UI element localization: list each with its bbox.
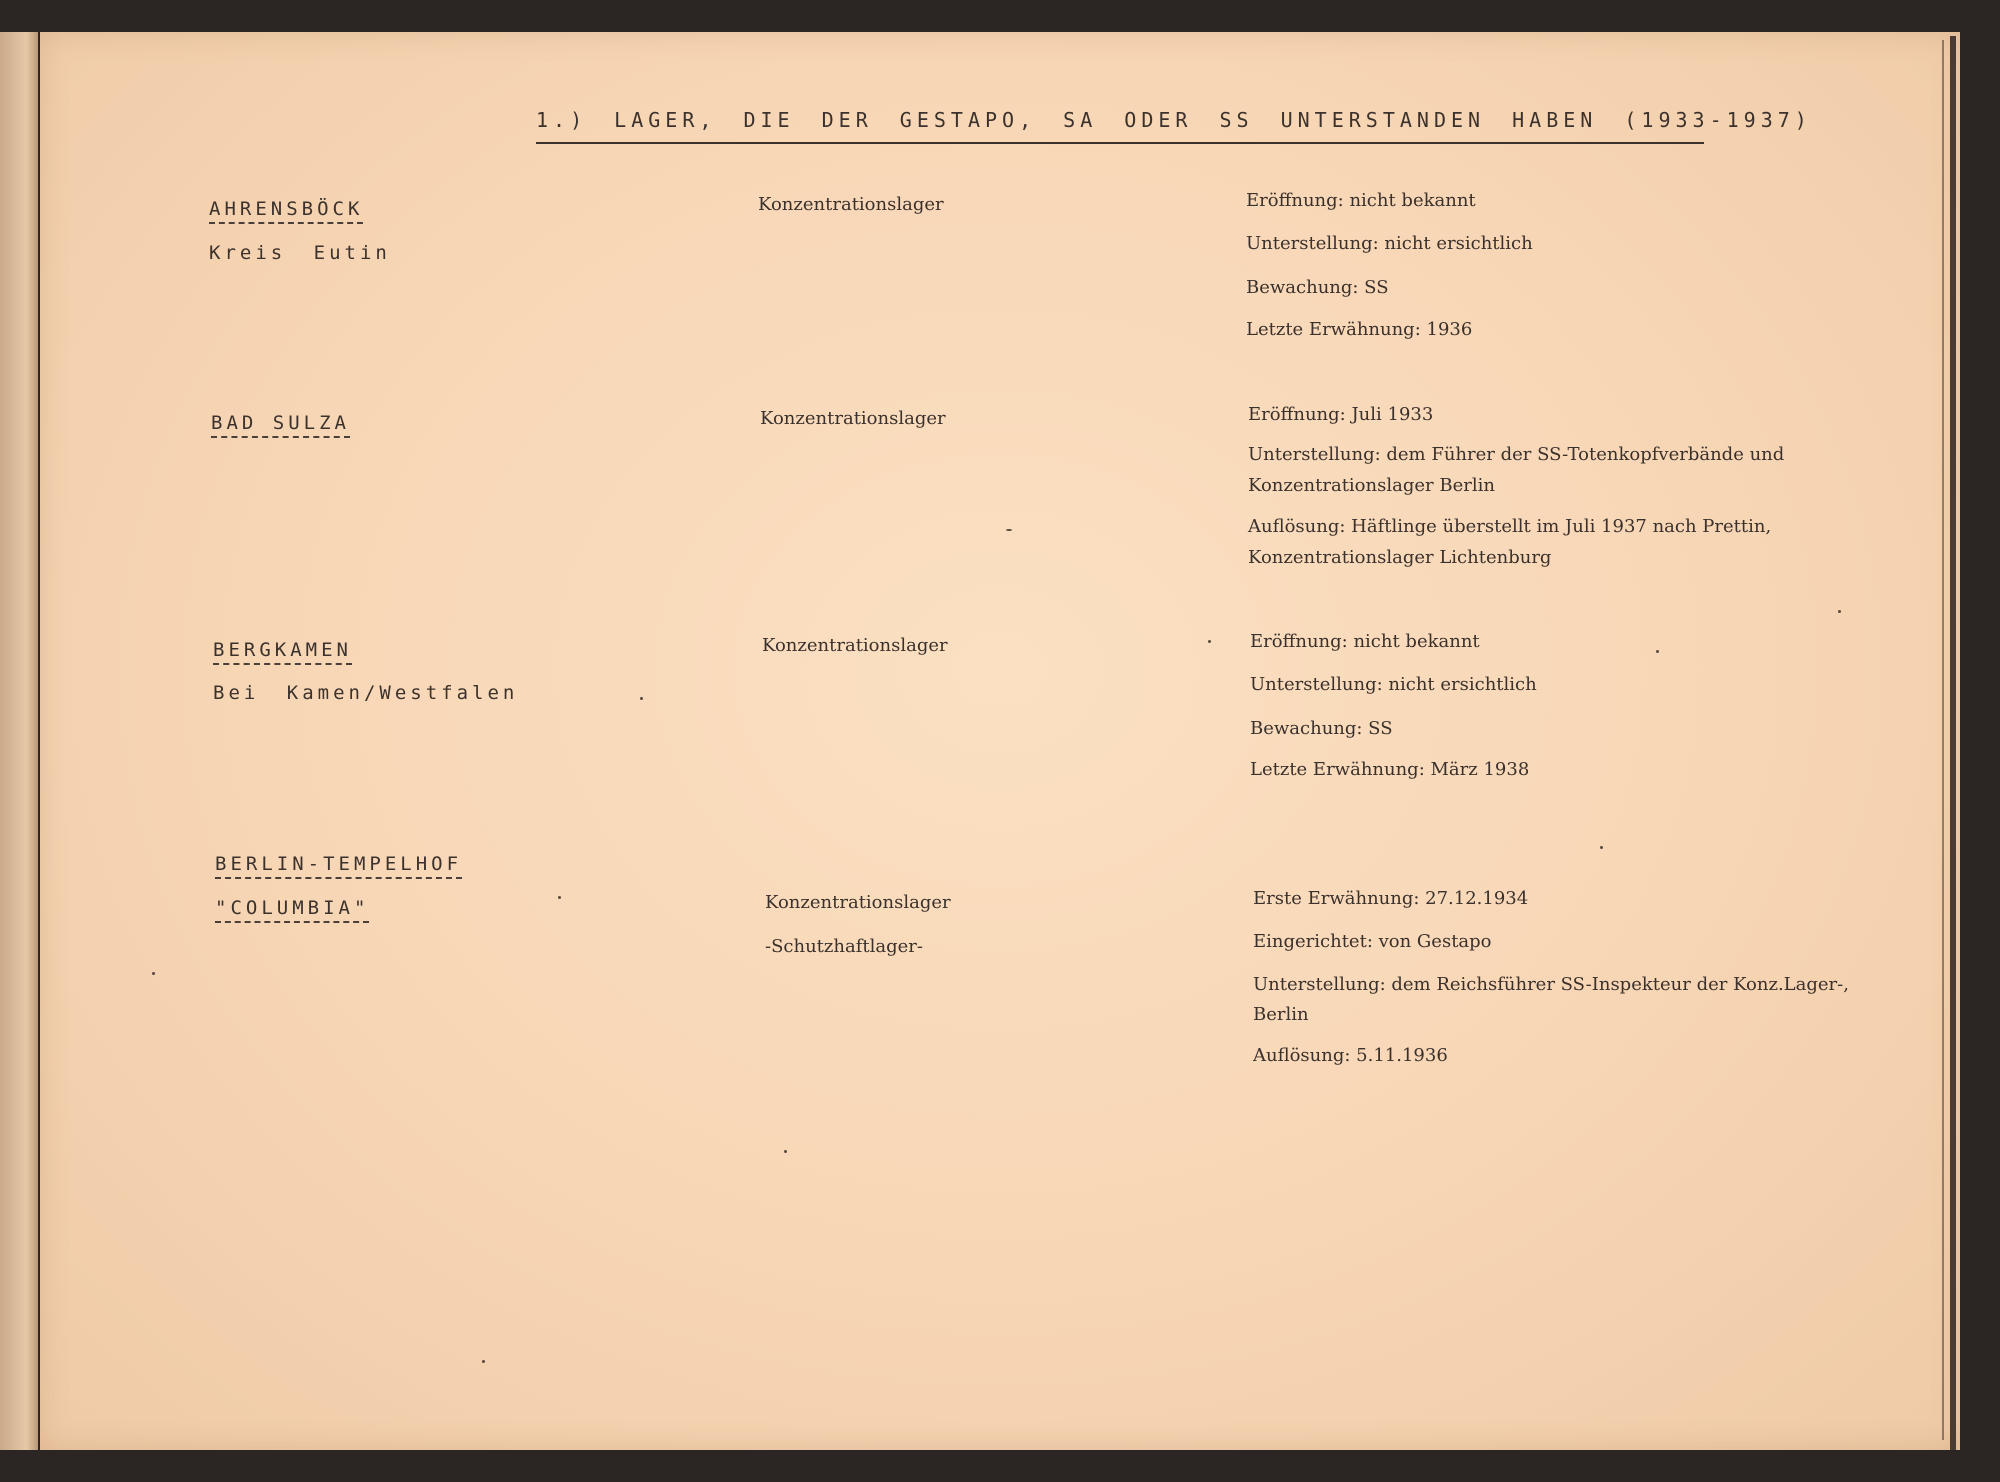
paper-speck	[1006, 529, 1012, 531]
camp-name-ahrensboeck: AHRENSBÖCK	[209, 198, 363, 224]
paper-speck	[558, 896, 561, 899]
detail-bergkamen-guard: Bewachung: SS	[1250, 718, 1393, 739]
page-fold-line	[1942, 40, 1944, 1440]
detail-bergkamen-subordination: Unterstellung: nicht ersichtlich	[1250, 674, 1537, 695]
paper-speck	[640, 697, 643, 700]
camp-location-bergkamen: Bei Kamen/Westfalen	[213, 682, 519, 704]
detail-bad-sulza-opening: Eröffnung: Juli 1933	[1248, 404, 1434, 425]
heading-underline	[536, 142, 1704, 144]
detail-columbia-established: Eingerichtet: von Gestapo	[1253, 931, 1492, 952]
camp-name-bergkamen: BERGKAMEN	[213, 639, 352, 665]
detail-columbia-subordination: Unterstellung: dem Reichsführer SS-Inspekteur der Konz.Lager-,	[1253, 974, 1849, 995]
camp-name-columbia: "COLUMBIA"	[215, 897, 369, 923]
camp-name-berlin-tempelhof: BERLIN-TEMPELHOF	[215, 853, 462, 879]
detail-columbia-dissolution: Auflösung: 5.11.1936	[1253, 1045, 1448, 1066]
detail-bad-sulza-subordination-cont: Konzentrationslager Berlin	[1248, 475, 1495, 496]
camp-name-bad-sulza: BAD SULZA	[211, 412, 350, 438]
camp-location-ahrensboeck: Kreis Eutin	[209, 242, 391, 264]
paper-speck	[784, 1150, 787, 1153]
previous-page-edge	[0, 32, 38, 1450]
detail-ahrensboeck-subordination: Unterstellung: nicht ersichtlich	[1246, 233, 1533, 254]
camp-type-ahrensboeck: Konzentrationslager	[758, 194, 944, 215]
detail-ahrensboeck-last-mention: Letzte Erwähnung: 1936	[1246, 319, 1473, 340]
detail-bergkamen-opening: Eröffnung: nicht bekannt	[1250, 631, 1480, 652]
detail-columbia-subordination-cont: Berlin	[1253, 1004, 1309, 1025]
detail-bergkamen-last-mention: Letzte Erwähnung: März 1938	[1250, 759, 1530, 780]
paper-speck	[1600, 846, 1603, 849]
camp-subtype-columbia: -Schutzhaftlager-	[765, 936, 923, 957]
camp-type-bad-sulza: Konzentrationslager	[760, 408, 946, 429]
detail-columbia-first-mention: Erste Erwähnung: 27.12.1934	[1253, 888, 1529, 909]
detail-ahrensboeck-guard: Bewachung: SS	[1246, 277, 1389, 298]
page-binding-edge	[1950, 36, 1956, 1450]
detail-ahrensboeck-opening: Eröffnung: nicht bekannt	[1246, 190, 1476, 211]
paper-speck	[482, 1360, 485, 1363]
detail-bad-sulza-dissolution: Auflösung: Häftlinge überstellt im Juli 1937 nach Prettin,	[1248, 516, 1772, 537]
section-heading: 1.) LAGER, DIE DER GESTAPO, SA ODER SS UNTERSTANDEN HABEN (1933-1937)	[536, 108, 1812, 132]
paper-speck	[1838, 610, 1841, 613]
camp-type-columbia: Konzentrationslager	[765, 892, 951, 913]
detail-bad-sulza-dissolution-cont: Konzentrationslager Lichtenburg	[1248, 547, 1552, 568]
paper-speck	[152, 972, 155, 975]
detail-bad-sulza-subordination: Unterstellung: dem Führer der SS-Totenkopfverbände und	[1248, 444, 1785, 465]
paper-speck	[1208, 640, 1211, 643]
camp-type-bergkamen: Konzentrationslager	[762, 635, 948, 656]
paper-speck	[1656, 650, 1659, 653]
